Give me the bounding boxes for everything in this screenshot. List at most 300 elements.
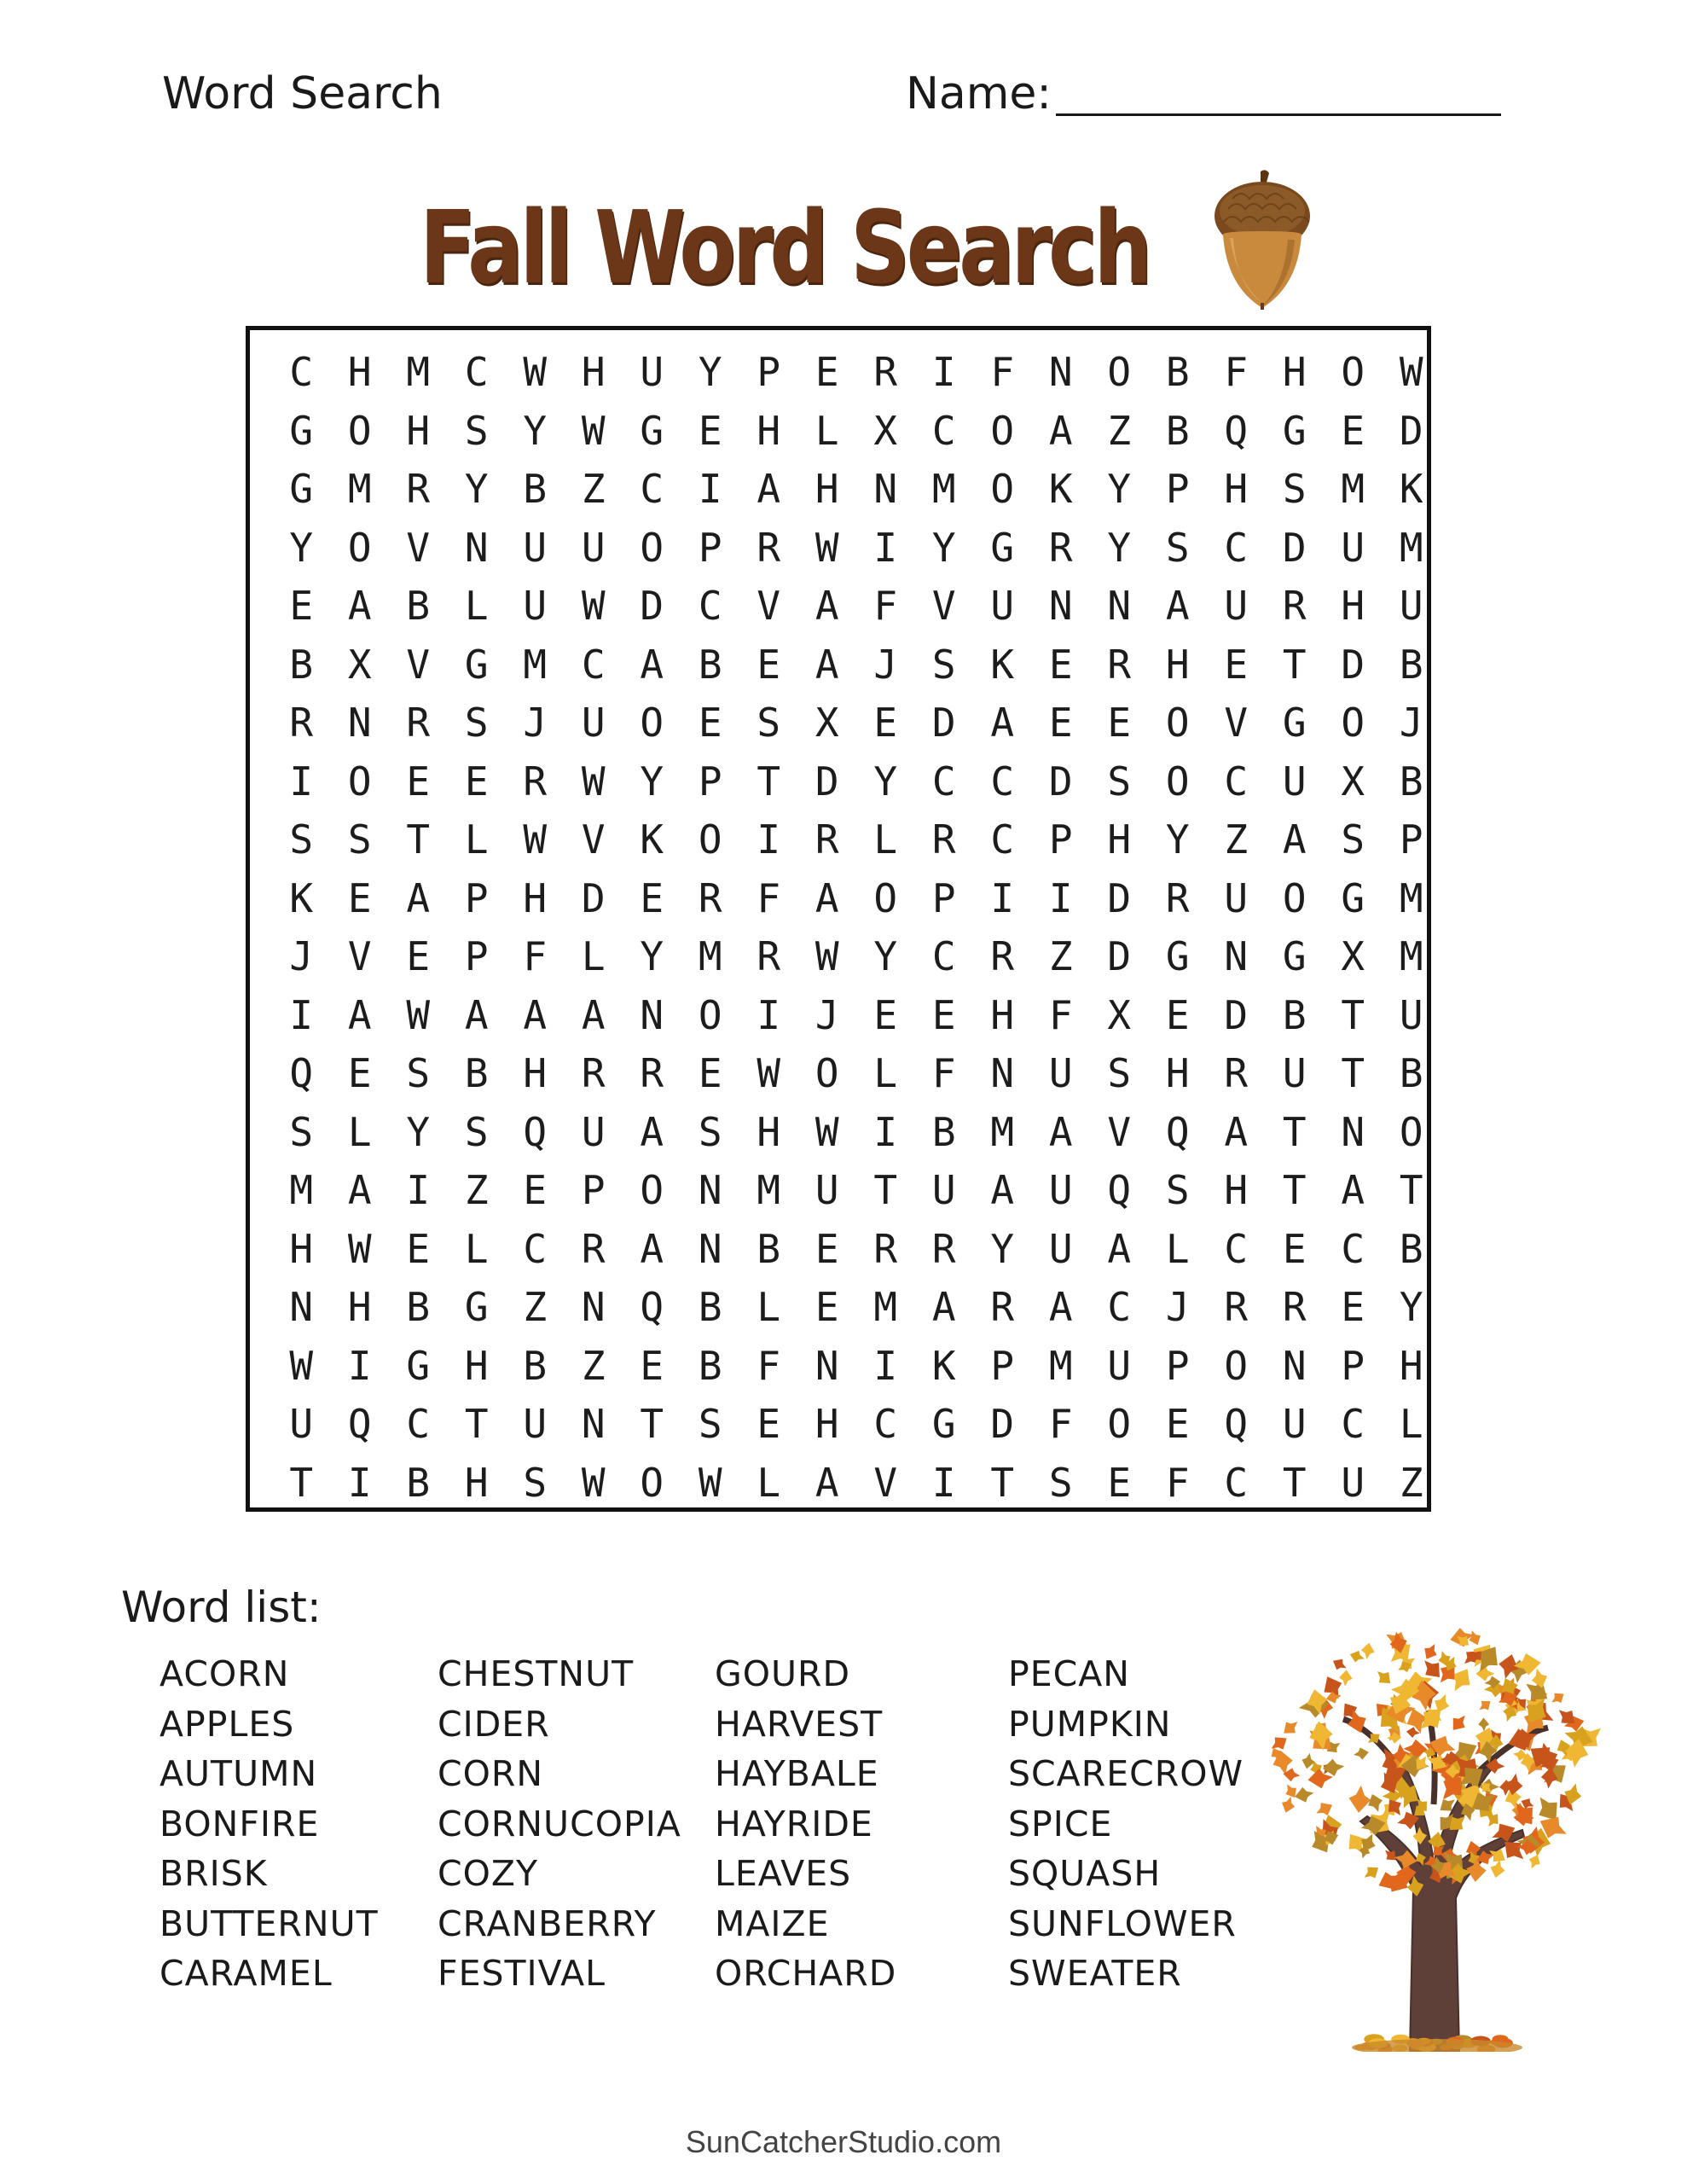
grid-letter[interactable]: C	[1224, 1459, 1249, 1506]
grid-letter[interactable]: X	[873, 407, 898, 454]
grid-letter[interactable]: J	[815, 991, 839, 1038]
grid-letter[interactable]: E	[1224, 641, 1249, 688]
grid-letter[interactable]: I	[347, 1342, 372, 1389]
grid-letter[interactable]: G	[931, 1401, 956, 1448]
grid-letter[interactable]: F	[757, 1342, 781, 1389]
grid-letter[interactable]: C	[640, 466, 664, 513]
grid-letter[interactable]: S	[757, 700, 781, 746]
grid-letter[interactable]: L	[464, 583, 489, 630]
grid-letter[interactable]: S	[347, 816, 372, 863]
grid-letter[interactable]: P	[581, 1167, 606, 1214]
grid-letter[interactable]: O	[1107, 1401, 1132, 1448]
grid-letter[interactable]: N	[1107, 583, 1132, 630]
grid-letter[interactable]: L	[464, 816, 489, 863]
grid-letter[interactable]: C	[931, 933, 956, 980]
grid-letter[interactable]: B	[1282, 991, 1307, 1038]
grid-letter[interactable]: L	[873, 816, 898, 863]
grid-letter[interactable]: G	[1282, 933, 1307, 980]
grid-letter[interactable]: O	[1341, 349, 1365, 396]
grid-letter[interactable]: T	[464, 1401, 489, 1448]
grid-letter[interactable]: X	[1107, 991, 1132, 1038]
grid-letter[interactable]: D	[1341, 641, 1365, 688]
grid-letter[interactable]: T	[873, 1167, 898, 1214]
grid-letter[interactable]: D	[990, 1401, 1015, 1448]
grid-letter[interactable]: H	[289, 1225, 314, 1272]
grid-letter[interactable]: U	[1282, 1050, 1307, 1097]
grid-letter[interactable]: O	[640, 1459, 664, 1506]
grid-letter[interactable]: U	[640, 349, 664, 396]
grid-letter[interactable]: I	[1048, 874, 1073, 921]
grid-letter[interactable]: Q	[1165, 1108, 1190, 1155]
grid-letter[interactable]: D	[931, 700, 956, 746]
grid-letter[interactable]: I	[289, 991, 314, 1038]
grid-letter[interactable]: E	[406, 933, 431, 980]
grid-letter[interactable]: M	[931, 466, 956, 513]
grid-letter[interactable]: P	[1165, 1342, 1190, 1389]
grid-letter[interactable]: E	[1282, 1225, 1307, 1272]
grid-letter[interactable]: B	[757, 1225, 781, 1272]
grid-letter[interactable]: D	[815, 758, 839, 804]
grid-letter[interactable]: L	[757, 1459, 781, 1506]
grid-letter[interactable]: R	[1048, 524, 1073, 571]
grid-letter[interactable]: S	[698, 1108, 722, 1155]
grid-letter[interactable]: T	[1282, 1167, 1307, 1214]
grid-letter[interactable]: W	[815, 933, 839, 980]
grid-letter[interactable]: C	[1224, 1225, 1249, 1272]
grid-letter[interactable]: O	[698, 991, 722, 1038]
grid-letter[interactable]: O	[1165, 700, 1190, 746]
grid-letter[interactable]: S	[406, 1050, 431, 1097]
grid-letter[interactable]: R	[581, 1225, 606, 1272]
grid-letter[interactable]: P	[1399, 816, 1423, 863]
grid-letter[interactable]: N	[873, 466, 898, 513]
grid-letter[interactable]: Y	[1399, 1284, 1423, 1331]
grid-letter[interactable]: G	[640, 407, 664, 454]
grid-letter[interactable]: S	[1165, 1167, 1190, 1214]
grid-letter[interactable]: C	[581, 641, 606, 688]
grid-letter[interactable]: E	[698, 407, 722, 454]
grid-letter[interactable]: Q	[1224, 1401, 1249, 1448]
grid-letter[interactable]: H	[1165, 1050, 1190, 1097]
grid-letter[interactable]: H	[464, 1459, 489, 1506]
grid-letter[interactable]: B	[406, 1284, 431, 1331]
grid-letter[interactable]: L	[815, 407, 839, 454]
grid-letter[interactable]: B	[931, 1108, 956, 1155]
grid-letter[interactable]: N	[581, 1284, 606, 1331]
grid-letter[interactable]: R	[757, 933, 781, 980]
grid-letter[interactable]: R	[1224, 1284, 1249, 1331]
grid-letter[interactable]: U	[581, 524, 606, 571]
grid-letter[interactable]: K	[1048, 466, 1073, 513]
grid-letter[interactable]: H	[815, 1401, 839, 1448]
grid-letter[interactable]: R	[931, 816, 956, 863]
grid-letter[interactable]: F	[1048, 991, 1073, 1038]
grid-letter[interactable]: D	[1399, 407, 1423, 454]
grid-letter[interactable]: H	[1399, 1342, 1423, 1389]
grid-letter[interactable]: C	[698, 583, 722, 630]
grid-letter[interactable]: A	[990, 1167, 1015, 1214]
grid-letter[interactable]: O	[640, 524, 664, 571]
grid-letter[interactable]: I	[289, 758, 314, 804]
grid-letter[interactable]: N	[990, 1050, 1015, 1097]
grid-letter[interactable]: Y	[1107, 524, 1132, 571]
grid-letter[interactable]: U	[1341, 524, 1365, 571]
grid-letter[interactable]: Y	[873, 758, 898, 804]
grid-letter[interactable]: A	[581, 991, 606, 1038]
grid-letter[interactable]: I	[347, 1459, 372, 1506]
grid-letter[interactable]: R	[757, 524, 781, 571]
grid-letter[interactable]: R	[931, 1225, 956, 1272]
grid-letter[interactable]: F	[1165, 1459, 1190, 1506]
grid-letter[interactable]: B	[289, 641, 314, 688]
grid-letter[interactable]: O	[1399, 1108, 1423, 1155]
grid-letter[interactable]: V	[347, 933, 372, 980]
grid-letter[interactable]: N	[640, 991, 664, 1038]
grid-letter[interactable]: W	[347, 1225, 372, 1272]
grid-letter[interactable]: M	[347, 466, 372, 513]
grid-letter[interactable]: K	[990, 641, 1015, 688]
grid-letter[interactable]: A	[1107, 1225, 1132, 1272]
grid-letter[interactable]: D	[1282, 524, 1307, 571]
grid-letter[interactable]: H	[406, 407, 431, 454]
grid-letter[interactable]: B	[406, 583, 431, 630]
grid-letter[interactable]: W	[815, 524, 839, 571]
grid-letter[interactable]: H	[523, 874, 548, 921]
grid-letter[interactable]: A	[1224, 1108, 1249, 1155]
grid-letter[interactable]: P	[464, 874, 489, 921]
grid-letter[interactable]: S	[1165, 524, 1190, 571]
grid-letter[interactable]: U	[523, 583, 548, 630]
grid-letter[interactable]: Q	[1224, 407, 1249, 454]
grid-letter[interactable]: W	[757, 1050, 781, 1097]
grid-letter[interactable]: G	[406, 1342, 431, 1389]
grid-letter[interactable]: L	[581, 933, 606, 980]
grid-letter[interactable]: H	[347, 1284, 372, 1331]
grid-letter[interactable]: O	[1165, 758, 1190, 804]
grid-letter[interactable]: B	[1399, 641, 1423, 688]
grid-letter[interactable]: V	[873, 1459, 898, 1506]
grid-letter[interactable]: A	[815, 583, 839, 630]
grid-letter[interactable]: O	[1224, 1342, 1249, 1389]
grid-letter[interactable]: W	[581, 1459, 606, 1506]
grid-letter[interactable]: E	[873, 700, 898, 746]
grid-letter[interactable]: D	[1224, 991, 1249, 1038]
grid-letter[interactable]: U	[990, 583, 1015, 630]
grid-letter[interactable]: W	[581, 758, 606, 804]
grid-letter[interactable]: C	[1341, 1225, 1365, 1272]
grid-letter[interactable]: O	[347, 758, 372, 804]
grid-letter[interactable]: Y	[406, 1108, 431, 1155]
grid-letter[interactable]: A	[347, 1167, 372, 1214]
grid-letter[interactable]: W	[523, 349, 548, 396]
grid-letter[interactable]: T	[640, 1401, 664, 1448]
grid-letter[interactable]: L	[757, 1284, 781, 1331]
grid-letter[interactable]: E	[347, 874, 372, 921]
grid-letter[interactable]: C	[931, 407, 956, 454]
grid-letter[interactable]: O	[698, 816, 722, 863]
grid-letter[interactable]: A	[347, 991, 372, 1038]
grid-letter[interactable]: H	[1224, 1167, 1249, 1214]
grid-letter[interactable]: S	[698, 1401, 722, 1448]
grid-letter[interactable]: R	[640, 1050, 664, 1097]
grid-letter[interactable]: A	[1048, 1108, 1073, 1155]
grid-letter[interactable]: U	[1107, 1342, 1132, 1389]
grid-letter[interactable]: O	[1341, 700, 1365, 746]
grid-letter[interactable]: G	[1165, 933, 1190, 980]
grid-letter[interactable]: X	[815, 700, 839, 746]
grid-letter[interactable]: B	[1399, 1225, 1423, 1272]
grid-letter[interactable]: R	[1282, 583, 1307, 630]
grid-letter[interactable]: X	[1341, 933, 1365, 980]
grid-letter[interactable]: G	[289, 466, 314, 513]
grid-letter[interactable]: B	[698, 1284, 722, 1331]
grid-letter[interactable]: F	[873, 583, 898, 630]
grid-letter[interactable]: M	[406, 349, 431, 396]
grid-letter[interactable]: M	[1048, 1342, 1073, 1389]
grid-letter[interactable]: C	[464, 349, 489, 396]
grid-letter[interactable]: N	[698, 1167, 722, 1214]
grid-letter[interactable]: E	[289, 583, 314, 630]
grid-letter[interactable]: B	[698, 641, 722, 688]
grid-letter[interactable]: H	[464, 1342, 489, 1389]
grid-letter[interactable]: D	[640, 583, 664, 630]
grid-letter[interactable]: H	[757, 1108, 781, 1155]
grid-letter[interactable]: C	[406, 1401, 431, 1448]
grid-letter[interactable]: Z	[1399, 1459, 1423, 1506]
grid-letter[interactable]: U	[523, 524, 548, 571]
grid-letter[interactable]: U	[1048, 1050, 1073, 1097]
grid-letter[interactable]: N	[1282, 1342, 1307, 1389]
grid-letter[interactable]: J	[523, 700, 548, 746]
grid-letter[interactable]: E	[1107, 700, 1132, 746]
grid-letter[interactable]: E	[698, 700, 722, 746]
grid-letter[interactable]: M	[1341, 466, 1365, 513]
grid-letter[interactable]: M	[698, 933, 722, 980]
grid-letter[interactable]: R	[406, 700, 431, 746]
grid-letter[interactable]: A	[640, 641, 664, 688]
grid-letter[interactable]: F	[1224, 349, 1249, 396]
grid-letter[interactable]: N	[1224, 933, 1249, 980]
grid-letter[interactable]: R	[523, 758, 548, 804]
grid-letter[interactable]: O	[990, 466, 1015, 513]
grid-letter[interactable]: E	[1107, 1459, 1132, 1506]
grid-letter[interactable]: R	[990, 933, 1015, 980]
grid-letter[interactable]: R	[873, 349, 898, 396]
grid-letter[interactable]: E	[815, 1284, 839, 1331]
grid-letter[interactable]: S	[1282, 466, 1307, 513]
grid-letter[interactable]: Y	[931, 524, 956, 571]
grid-letter[interactable]: Y	[1165, 816, 1190, 863]
grid-letter[interactable]: Z	[523, 1284, 548, 1331]
grid-letter[interactable]: E	[1048, 700, 1073, 746]
grid-letter[interactable]: V	[757, 583, 781, 630]
grid-letter[interactable]: J	[289, 933, 314, 980]
grid-letter[interactable]: U	[815, 1167, 839, 1214]
grid-letter[interactable]: B	[1399, 1050, 1423, 1097]
grid-letter[interactable]: E	[757, 1401, 781, 1448]
grid-letter[interactable]: D	[1048, 758, 1073, 804]
grid-letter[interactable]: E	[698, 1050, 722, 1097]
grid-letter[interactable]: Z	[581, 1342, 606, 1389]
grid-letter[interactable]: A	[1048, 407, 1073, 454]
grid-letter[interactable]: R	[990, 1284, 1015, 1331]
grid-letter[interactable]: O	[640, 1167, 664, 1214]
grid-letter[interactable]: D	[581, 874, 606, 921]
grid-letter[interactable]: A	[757, 466, 781, 513]
grid-letter[interactable]: H	[990, 991, 1015, 1038]
grid-letter[interactable]: A	[1341, 1167, 1365, 1214]
grid-letter[interactable]: J	[873, 641, 898, 688]
grid-letter[interactable]: P	[990, 1342, 1015, 1389]
grid-letter[interactable]: A	[640, 1225, 664, 1272]
grid-letter[interactable]: S	[289, 816, 314, 863]
grid-letter[interactable]: R	[698, 874, 722, 921]
grid-letter[interactable]: U	[931, 1167, 956, 1214]
grid-letter[interactable]: I	[757, 991, 781, 1038]
grid-letter[interactable]: D	[1107, 933, 1132, 980]
grid-letter[interactable]: E	[757, 641, 781, 688]
grid-letter[interactable]: H	[757, 407, 781, 454]
grid-letter[interactable]: J	[1165, 1284, 1190, 1331]
grid-letter[interactable]: N	[347, 700, 372, 746]
grid-letter[interactable]: M	[289, 1167, 314, 1214]
grid-letter[interactable]: P	[757, 349, 781, 396]
grid-letter[interactable]: G	[990, 524, 1015, 571]
grid-letter[interactable]: U	[1399, 991, 1423, 1038]
grid-letter[interactable]: M	[757, 1167, 781, 1214]
grid-letter[interactable]: G	[1282, 407, 1307, 454]
grid-letter[interactable]: E	[1341, 1284, 1365, 1331]
grid-letter[interactable]: C	[990, 816, 1015, 863]
grid-letter[interactable]: A	[464, 991, 489, 1038]
grid-letter[interactable]: R	[1224, 1050, 1249, 1097]
grid-letter[interactable]: A	[1165, 583, 1190, 630]
grid-letter[interactable]: V	[1107, 1108, 1132, 1155]
grid-letter[interactable]: E	[1165, 991, 1190, 1038]
grid-letter[interactable]: T	[406, 816, 431, 863]
grid-letter[interactable]: I	[406, 1167, 431, 1214]
grid-letter[interactable]: I	[698, 466, 722, 513]
grid-letter[interactable]: W	[815, 1108, 839, 1155]
grid-letter[interactable]: G	[464, 641, 489, 688]
grid-letter[interactable]: C	[990, 758, 1015, 804]
grid-letter[interactable]: N	[698, 1225, 722, 1272]
grid-letter[interactable]: A	[1282, 816, 1307, 863]
grid-letter[interactable]: Z	[1107, 407, 1132, 454]
grid-letter[interactable]: C	[931, 758, 956, 804]
grid-letter[interactable]: B	[1165, 407, 1190, 454]
grid-letter[interactable]: U	[1048, 1225, 1073, 1272]
grid-letter[interactable]: H	[1282, 349, 1307, 396]
grid-letter[interactable]: N	[581, 1401, 606, 1448]
grid-letter[interactable]: R	[1282, 1284, 1307, 1331]
grid-letter[interactable]: P	[464, 933, 489, 980]
grid-letter[interactable]: H	[815, 466, 839, 513]
grid-letter[interactable]: B	[464, 1050, 489, 1097]
grid-letter[interactable]: V	[581, 816, 606, 863]
grid-letter[interactable]: C	[1107, 1284, 1132, 1331]
grid-letter[interactable]: M	[1399, 874, 1423, 921]
grid-letter[interactable]: U	[1341, 1459, 1365, 1506]
grid-letter[interactable]: A	[990, 700, 1015, 746]
grid-letter[interactable]: Z	[1224, 816, 1249, 863]
grid-letter[interactable]: O	[640, 700, 664, 746]
grid-letter[interactable]: U	[581, 1108, 606, 1155]
grid-letter[interactable]: U	[1224, 583, 1249, 630]
grid-letter[interactable]: O	[347, 524, 372, 571]
grid-letter[interactable]: R	[581, 1050, 606, 1097]
grid-letter[interactable]: Q	[1107, 1167, 1132, 1214]
grid-letter[interactable]: U	[289, 1401, 314, 1448]
grid-letter[interactable]: C	[523, 1225, 548, 1272]
grid-letter[interactable]: Y	[464, 466, 489, 513]
grid-letter[interactable]: S	[931, 641, 956, 688]
grid-letter[interactable]: I	[990, 874, 1015, 921]
grid-letter[interactable]: Z	[1048, 933, 1073, 980]
grid-letter[interactable]: P	[1341, 1342, 1365, 1389]
grid-letter[interactable]: W	[406, 991, 431, 1038]
grid-letter[interactable]: K	[289, 874, 314, 921]
grid-letter[interactable]: E	[347, 1050, 372, 1097]
grid-letter[interactable]: I	[873, 1108, 898, 1155]
grid-letter[interactable]: R	[873, 1225, 898, 1272]
grid-letter[interactable]: B	[1399, 758, 1423, 804]
grid-letter[interactable]: V	[931, 583, 956, 630]
grid-letter[interactable]: Z	[464, 1167, 489, 1214]
grid-letter[interactable]: U	[1282, 1401, 1307, 1448]
grid-letter[interactable]: A	[1048, 1284, 1073, 1331]
grid-letter[interactable]: K	[1399, 466, 1423, 513]
grid-letter[interactable]: C	[289, 349, 314, 396]
grid-letter[interactable]: Y	[289, 524, 314, 571]
grid-letter[interactable]: E	[815, 1225, 839, 1272]
grid-letter[interactable]: Y	[640, 933, 664, 980]
grid-letter[interactable]: X	[347, 641, 372, 688]
grid-letter[interactable]: P	[1048, 816, 1073, 863]
grid-letter[interactable]: B	[523, 466, 548, 513]
grid-letter[interactable]: Y	[640, 758, 664, 804]
grid-letter[interactable]: S	[464, 407, 489, 454]
grid-letter[interactable]: S	[1341, 816, 1365, 863]
grid-letter[interactable]: I	[873, 1342, 898, 1389]
grid-letter[interactable]: K	[640, 816, 664, 863]
grid-letter[interactable]: T	[990, 1459, 1015, 1506]
grid-letter[interactable]: C	[1224, 758, 1249, 804]
grid-letter[interactable]: G	[464, 1284, 489, 1331]
grid-letter[interactable]: S	[523, 1459, 548, 1506]
grid-letter[interactable]: Z	[581, 466, 606, 513]
grid-letter[interactable]: R	[289, 700, 314, 746]
grid-letter[interactable]: O	[1282, 874, 1307, 921]
grid-letter[interactable]: L	[347, 1108, 372, 1155]
grid-letter[interactable]: U	[1224, 874, 1249, 921]
grid-letter[interactable]: F	[931, 1050, 956, 1097]
grid-letter[interactable]: O	[1107, 349, 1132, 396]
grid-letter[interactable]: P	[931, 874, 956, 921]
grid-letter[interactable]: Y	[698, 349, 722, 396]
grid-letter[interactable]: A	[815, 1459, 839, 1506]
grid-letter[interactable]: N	[815, 1342, 839, 1389]
grid-letter[interactable]: A	[640, 1108, 664, 1155]
grid-letter[interactable]: N	[464, 524, 489, 571]
grid-letter[interactable]: E	[406, 758, 431, 804]
grid-letter[interactable]: I	[873, 524, 898, 571]
grid-letter[interactable]: H	[347, 349, 372, 396]
grid-letter[interactable]: T	[757, 758, 781, 804]
grid-letter[interactable]: M	[990, 1108, 1015, 1155]
grid-letter[interactable]: E	[815, 349, 839, 396]
grid-letter[interactable]: L	[464, 1225, 489, 1272]
